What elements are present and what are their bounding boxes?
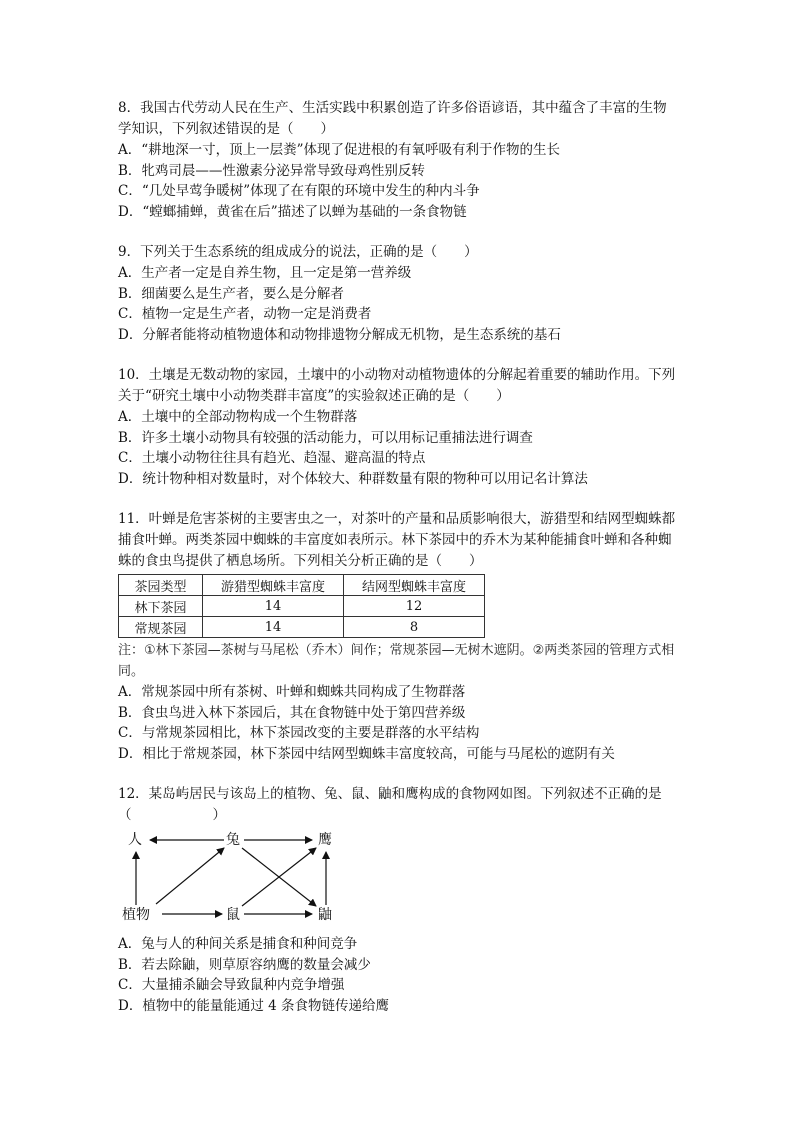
arrow-plant-to-rabbit [156,848,224,904]
question-9-option-b: B．细菌要么是生产者，要么是分解者 [118,285,344,302]
question-9-option-d: D．分解者能将动植物遗体和动物排遗物分解成无机物，是生态系统的基石 [118,326,561,343]
node-hawk: 鹰 [318,832,332,848]
question-9-option-a: A．生产者一定是自养生物，且一定是第一营养级 [118,265,412,281]
table-header-cell: 结网型蜘蛛丰富度 [344,575,485,596]
table-header-cell: 游猎型蜘蛛丰富度 [203,575,344,596]
question-8-option-a: A．“耕地深一寸，顶上一层粪”体现了促进根的有氧呼吸有利于作物的生长 [118,142,561,158]
table-header-row [119,575,485,596]
question-11-option-c: C．与常规茶园相比，林下茶园改变的主要是群落的水平结构 [118,725,480,741]
question-11-option-d: D．相比于常规茶园，林下茶园中结网型蜘蛛丰富度较高，可能与马尾松的遮阴有关 [118,745,615,762]
question-8 [118,98,678,222]
node-human: 人 [128,832,142,848]
node-weasel: 鼬 [318,907,332,923]
question-12-option-c: C．大量捕杀鼬会导致鼠种内竞争增强 [118,977,345,993]
question-10-stem: 10．土壤是无数动物的家园，土壤中的小动物对动植物遗体的分解起着重要的辅助作用。下列关于“研究土壤中小动物类群丰富度”的实验叙述正确的是（ ） [118,367,676,404]
question-8-option-c: C．“几处早莺争暖树”体现了在有限的环境中发生的种内斗争 [118,183,480,199]
question-12-option-b: B．若去除鼬，则草原容纳鹰的数量会减少 [118,956,371,973]
question-10-option-d: D．统计物种相对数量时，对个体较大、种群数量有限的物种可以用记名计算法 [118,470,588,487]
table-cell: 常规茶园 [119,617,203,638]
table-cell: 林下茶园 [119,596,203,617]
question-8-stem: 8．我国古代劳动人民在生产、生活实践中积累创造了许多俗语谚语，其中蕴含了丰富的生物学知识，下列叙述错误的是（ ） [118,100,667,137]
question-10 [118,365,678,489]
table-header-cell: 茶园类型 [119,575,203,596]
node-mouse: 鼠 [226,907,240,923]
question-9-option-c: C．植物一定是生产者，动物一定是消费者 [118,306,372,322]
question-12-stem: 12．某岛屿居民与该岛上的植物、兔、鼠、鼬和鹰构成的食物网如图。下列叙述不正确的是（ ） [118,786,662,823]
question-11-stem: 11．叶蝉是危害茶树的主要害虫之一，对茶叶的产量和品质影响很大，游猎型和结网型蜘蛛都捕食叶蝉。两类茶园中蜘蛛的丰富度如表所示。林下茶园中的乔木为某种能捕食叶蝉和各种蜘蛛的食虫鸟提供了栖息场所。下列相关分析正确的是（ ） [118,511,676,569]
question-8-option-b: B．牝鸡司晨——性激素分泌异常导致母鸡性别反转 [118,162,425,179]
question-12-option-a: A．兔与人的种间关系是捕食和种间竞争 [118,936,358,952]
table-cell: 12 [344,596,485,617]
question-9 [118,242,678,345]
table-cell: 14 [203,596,344,617]
question-10-option-a: A．土壤中的全部动物构成一个生物群落 [118,409,358,425]
question-10-option-c: C．土壤小动物往往具有趋光、趋湿、避高温的特点 [118,450,426,466]
table-note: 注：①林下茶园—茶树与马尾松（乔木）间作；常规茶园—无树木遮阴。②两类茶园的管理方式相同。 [118,643,675,679]
table-row [119,596,485,617]
question-12 [118,784,678,1016]
question-11-option-a: A．常规茶园中所有茶树、叶蝉和蜘蛛共同构成了生物群落 [118,684,466,700]
table-cell: 8 [344,617,485,638]
question-11-option-b: B．食虫鸟进入林下茶园后，其在食物链中处于第四营养级 [118,704,466,721]
node-plant: 植物 [122,907,150,923]
question-page [118,98,678,1016]
spider-richness-table [118,574,485,638]
table-cell: 14 [203,617,344,638]
question-8-option-d: D．“螳螂捕蝉，黄雀在后”描述了以蝉为基础的一条食物链 [118,203,467,220]
question-12-option-d: D．植物中的能量能通过 4 条食物链传递给鹰 [118,997,389,1014]
question-10-option-b: B．许多土壤小动物具有较强的活动能力，可以用标记重捕法进行调查 [118,429,533,446]
node-rabbit: 兔 [226,832,240,848]
question-11 [118,509,678,764]
table-row [119,617,485,638]
food-web-diagram [122,830,356,930]
question-9-stem: 9．下列关于生态系统的组成成分的说法，正确的是（ ） [118,244,478,260]
